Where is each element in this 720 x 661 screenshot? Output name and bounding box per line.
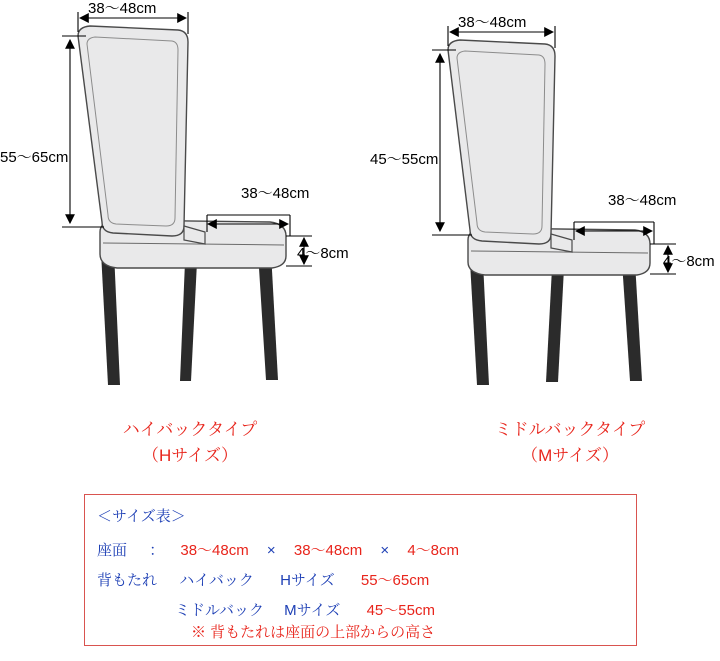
right-seat-depth-label: 38～48cm <box>608 192 677 209</box>
left-chair-drawing <box>78 26 286 385</box>
right-chair-caption <box>430 417 710 469</box>
middleback-size: Mサイズ <box>284 602 341 619</box>
size-table-title: ＜サイズ表＞ <box>97 508 186 525</box>
back-row-label: 背もたれ <box>97 572 158 589</box>
seat-row-x1: × <box>266 542 276 559</box>
seat-row-sep: ： <box>149 542 165 559</box>
right-chair-caption-line2: （Mサイズ） <box>521 446 619 465</box>
seat-row-thickness: 4～8cm <box>407 542 460 559</box>
seat-row-label: 座面 <box>97 542 128 559</box>
seat-row-width: 38～48cm <box>180 542 249 559</box>
left-seat-depth-label: 38～48cm <box>241 185 310 202</box>
left-chair-caption <box>60 417 320 469</box>
left-top-width-label: 38～48cm <box>88 0 157 17</box>
right-chair-caption-line1: ミドルバックタイプ <box>494 420 646 439</box>
size-table-row-highback <box>97 571 429 591</box>
seat-row-x2: × <box>380 542 390 559</box>
middleback-value: 45～55cm <box>366 602 435 619</box>
left-chair-caption-line1: ハイバックタイプ <box>122 420 258 439</box>
right-top-width-label: 38～48cm <box>458 14 527 31</box>
size-table <box>84 494 637 646</box>
right-chair-drawing <box>448 40 650 385</box>
left-back-height-label: 55～65cm <box>0 149 69 166</box>
seat-row-depth: 38～48cm <box>293 542 363 559</box>
highback-size: Hサイズ <box>280 572 335 589</box>
highback-type: ハイバック <box>179 572 254 589</box>
left-chair-caption-line2: （Hサイズ） <box>142 446 238 465</box>
size-table-row-seat <box>97 541 459 561</box>
size-table-row-middleback <box>175 601 435 621</box>
middleback-type: ミドルバック <box>175 602 264 619</box>
left-seat-thickness-label: 4～8cm <box>297 245 349 262</box>
right-back-height-label: 45～55cm <box>370 151 439 168</box>
highback-value: 55～65cm <box>360 572 430 589</box>
size-table-note: ※ 背もたれは座面の上部からの高さ <box>191 624 436 641</box>
right-seat-thickness-label: 4～8cm <box>663 253 715 270</box>
